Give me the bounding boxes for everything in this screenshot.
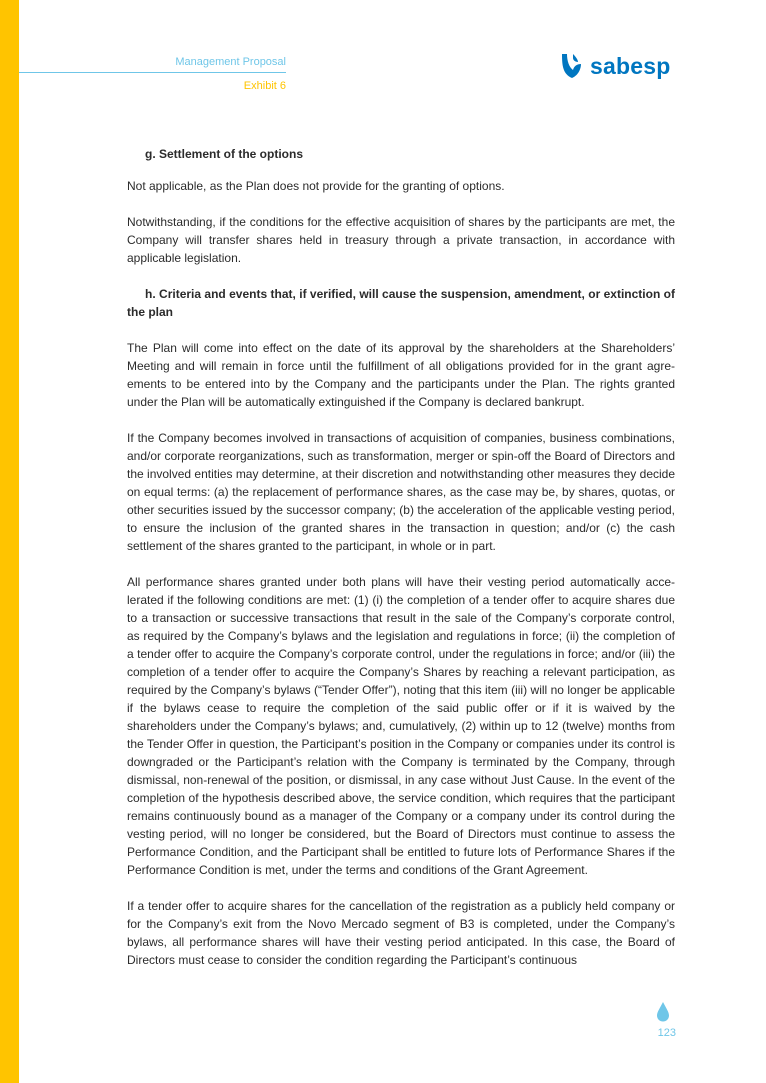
header-title: Management Proposal [175, 56, 286, 68]
section-h-paragraph-2: If the Company becomes involved in transactions of acquisition of companies, business combinations, and/or corporate reorganizations, such as transformation, merger or spin-off the Board of Directors and the involved entities may determine, at their discretion and notwithstanding other measures they decide on equal terms: (a) the replacement of performance shares, as the case may be, by shares, quotas, or other securities issued by the successor company; (b) the acceleration of the applicable vesting period, to ensure the inclusion of the granted shares in the transaction in question; and/or (c) the cash settlement of the shares granted to the participant, in whole or in part. [127, 431, 675, 553]
brand-name: sabesp [590, 52, 671, 79]
section-g-heading: g. Settlement of the options [145, 147, 303, 161]
header-divider [19, 72, 286, 73]
header-subtitle: Exhibit 6 [243, 80, 286, 92]
section-h-paragraph-1: The Plan will come into effect on the date of its approval by the shareholders at the Shareholders’ Meeting and will remain in force until the fulfillment of all obligations provided for in the grant agreements to be entered into by the Company and the participants under the Plan. The rights granted under the Plan will be automatically extinguished if the Company is declared bankrupt. [127, 341, 675, 409]
section-h-heading: h. Criteria and events that, if verified, will cause the suspension, amendment, or extinction of the plan [127, 287, 675, 319]
document-body [127, 145, 675, 987]
section-g-paragraph-1: Not applicable, as the Plan does not provide for the granting of options. [127, 179, 505, 193]
page-number: 123 [657, 1027, 676, 1039]
water-drop-icon [656, 1002, 670, 1022]
section-g-paragraph-2: Notwithstanding, if the conditions for the effective acquisition of shares by the participants are met, the Company will transfer shares held in treasury through a private transaction, in accordance with applicable legislation. [127, 215, 675, 265]
brand-logo [559, 51, 670, 81]
sabesp-logo-icon [559, 52, 585, 80]
section-h-paragraph-4: If a tender offer to acquire shares for the cancellation of the registration as a publicly held company or for the Company’s exit from the Novo Mercado segment of B3 is completed, under the Company’s bylaws, all performance shares will have their vesting period anticipated. In this case, the Board of Directors must cease to consider the condition regarding the Participant’s continuous [127, 899, 675, 967]
section-h-paragraph-3: All performance shares granted under both plans will have their vesting period automatically accelerated if the following conditions are met: (1) (i) the completion of a tender offer to acquire shares due to a transaction or successive transactions that result in the sale of the Company’s corporate control, as required by the Company’s bylaws and the legislation and regulations in force; (ii) the completion of a tender offer to acquire the Company’s corporate control, under the regulations in force; and/or (iii) the completion of a tender offer to acquire the Company’s Shares by reaching a relevant participation, as required by the Company’s bylaws (“Tender Offer”), noting that this item (iii) will no longer be applicable if the bylaws cease to require the completion of the said public offer or if it is waived by the shareholders under the Company’s bylaws; and, cumulatively, (2) within up to 12 (twelve) months from the Tender Offer in question, the Participant’s position in the Company or companies under its control is downgraded or the Participant’s relation with the Company is terminated by the Company, through dismissal, non-renewal of the position, or dismissal, in any case without Just Cause. In the event of the completion of the hypothesis described above, the service condition, which requires that the participant remains continuously bound as a manager of the Company or a company under its control during the vesting period, will no longer be considered, but the Board of Directors must continue to assess the Performance Condition, and the Participant shall be entitled to future lots of Performance Shares if the Performance Condition is met, under the terms and conditions of the Grant Agreement. [127, 575, 675, 877]
left-accent-bar [0, 0, 19, 1083]
